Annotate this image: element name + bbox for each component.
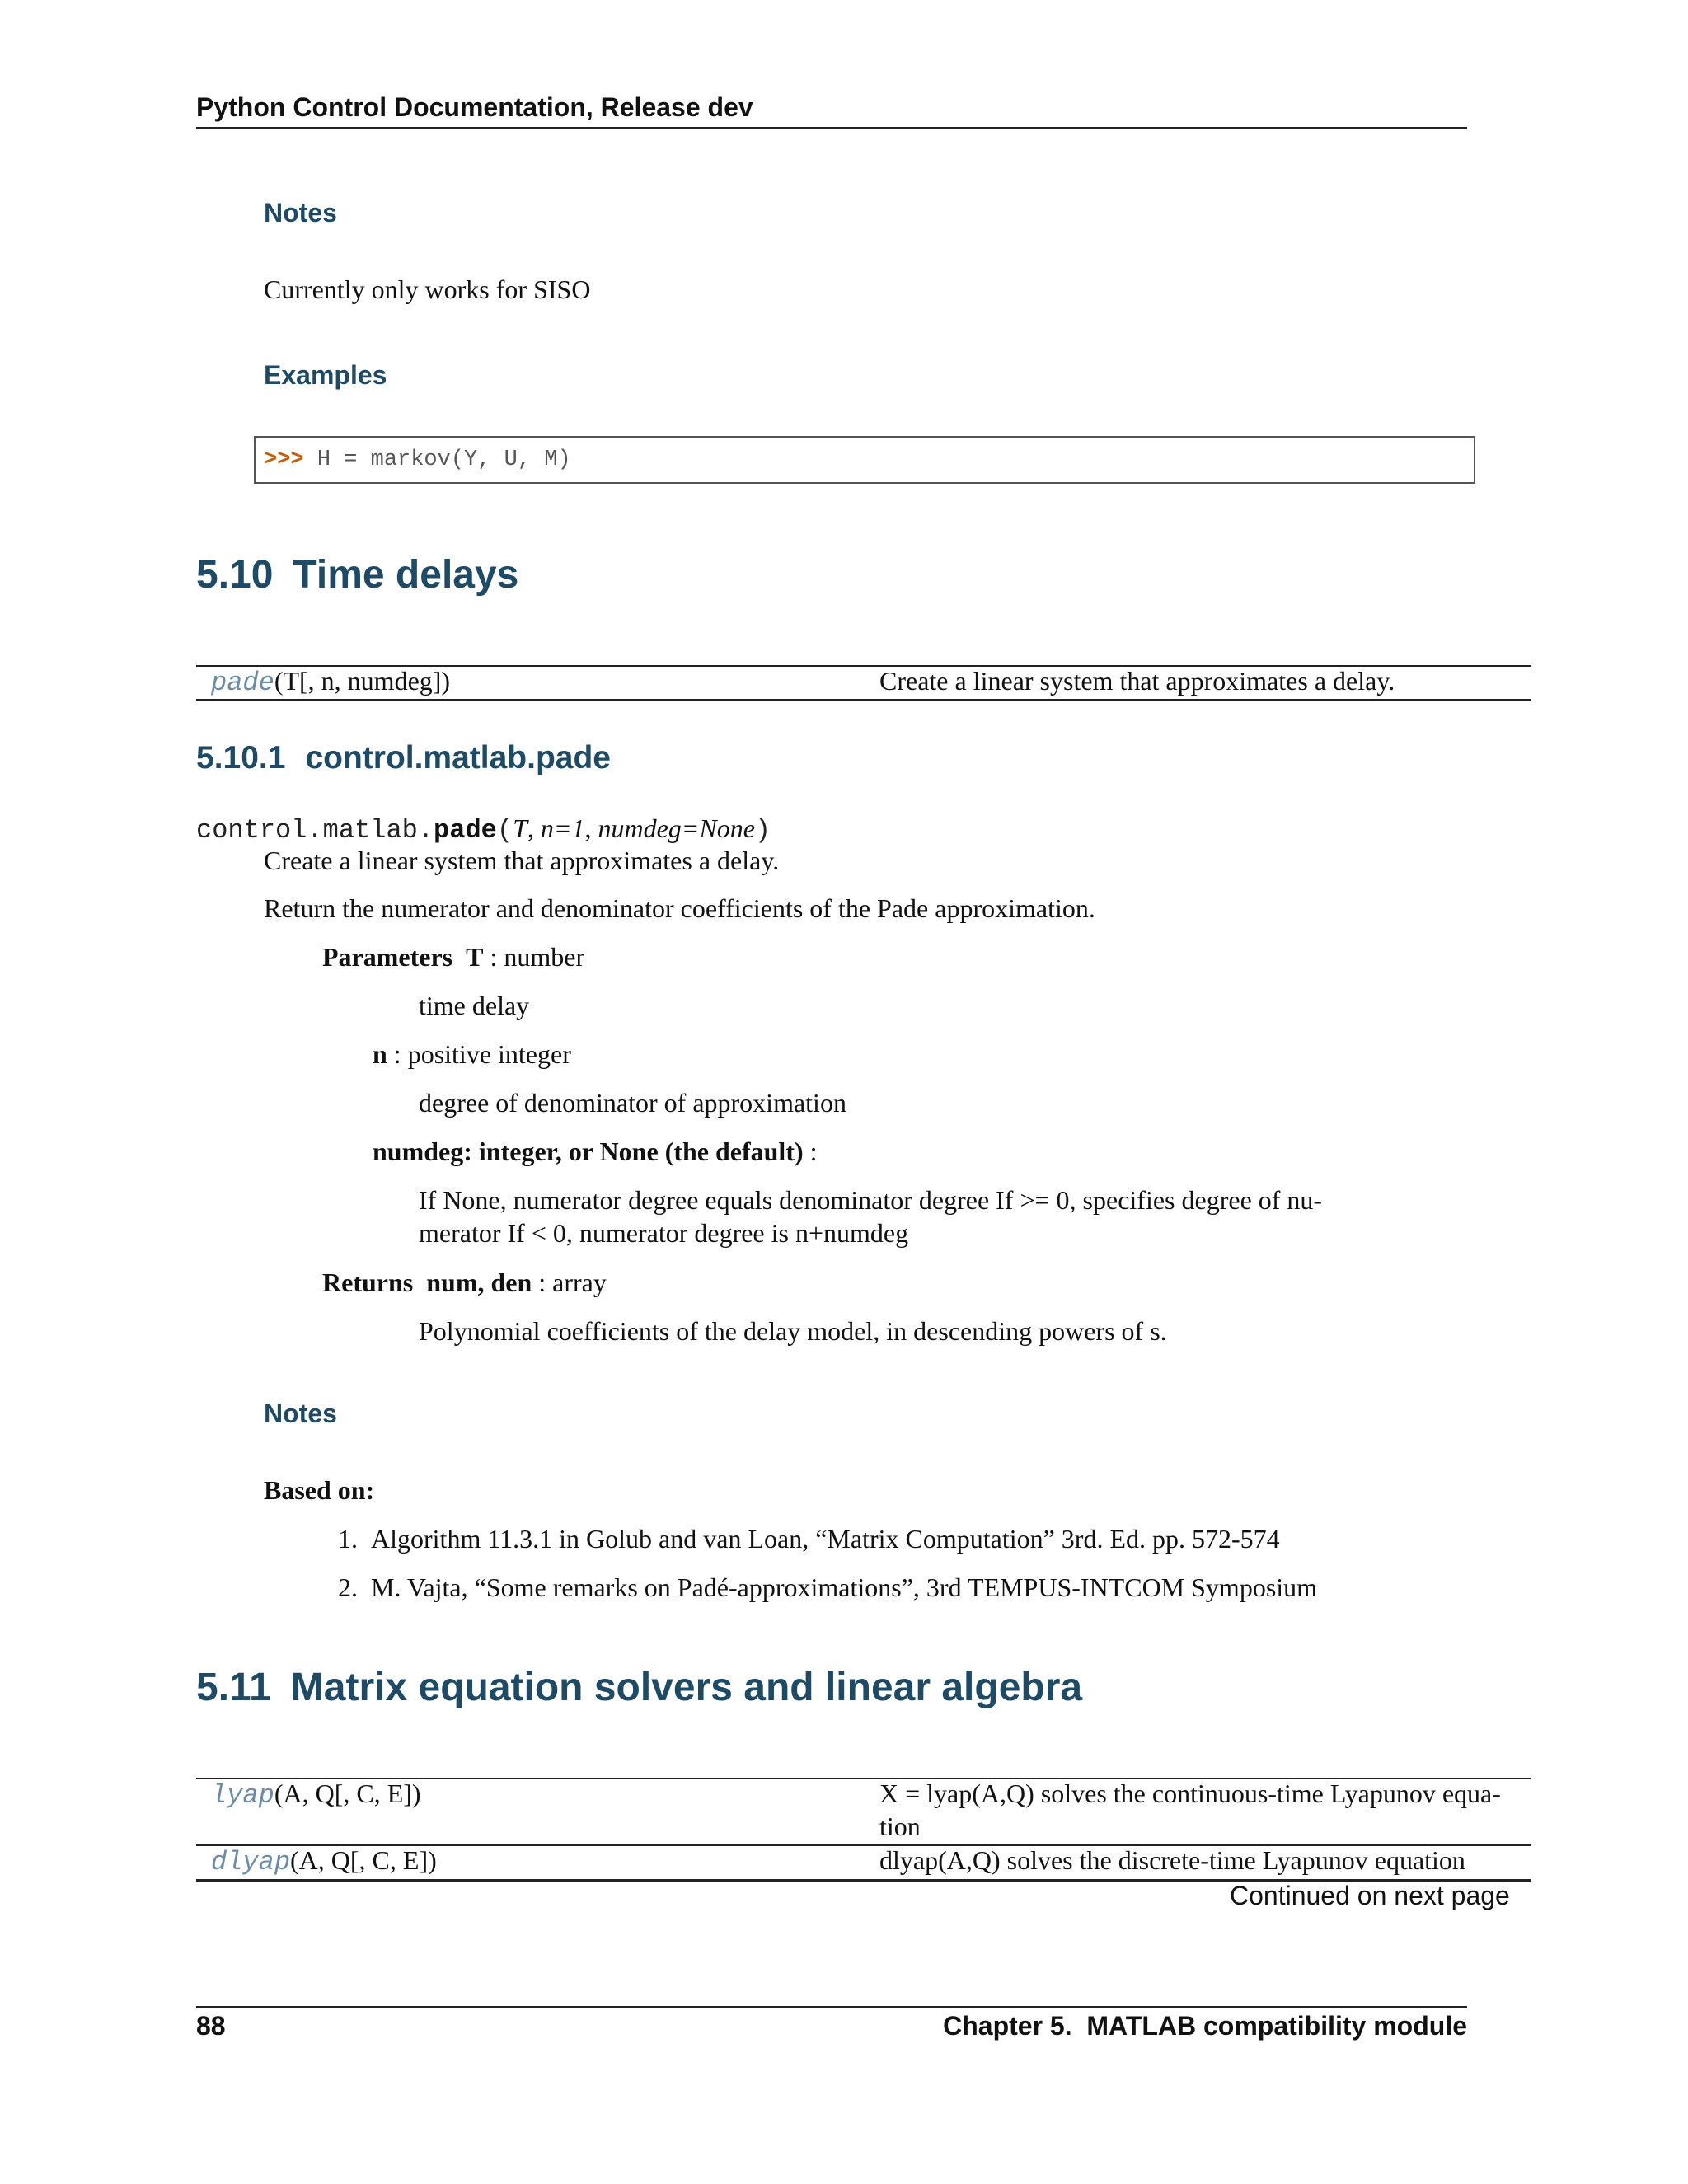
examples-heading: Examples <box>264 360 387 390</box>
pade-description: Return the numerator and denominator coefficients of the Pade approximation. <box>264 893 1095 923</box>
page-number: 88 <box>196 2011 226 2041</box>
param-numdeg-desc-1: If None, numerator degree equals denominator degree If >= 0, specifies degree of nu- <box>419 1185 1323 1215</box>
footer-rule <box>196 2006 1467 2008</box>
pade-signature: control.matlab.pade(T, n=1, numdeg=None) <box>196 813 771 846</box>
example-code-block <box>254 436 1475 484</box>
continued-note: Continued on next page <box>1230 1881 1510 1910</box>
param-T: Parameters T : number <box>322 942 585 972</box>
table-desc-pade: Create a linear system that approximates a delay. <box>879 666 1395 696</box>
param-T-desc: time delay <box>419 991 530 1020</box>
subsection-heading-pade: 5.10.1 control.matlab.pade <box>196 740 611 776</box>
table-desc-lyap-2: tion <box>879 1811 921 1841</box>
param-numdeg-desc-2: merator If < 0, numerator degree is n+numdeg <box>419 1218 909 1248</box>
returns-field: Returns num, den : array <box>322 1268 607 1297</box>
notes-text: Currently only works for SISO <box>264 274 591 304</box>
table-row-pade: pade(T[, n, numdeg]) <box>211 666 451 698</box>
param-n-desc: degree of denominator of approximation <box>419 1088 846 1118</box>
notes-heading: Notes <box>264 198 337 227</box>
reference-item: 1. Algorithm 11.3.1 in Golub and van Loan, “Matrix Computation” 3rd. Ed. pp. 572-574 <box>338 1524 1280 1554</box>
reference-item: 2. M. Vajta, “Some remarks on Padé-approximations”, 3rd TEMPUS-INTCOM Symposium <box>338 1572 1318 1602</box>
section-heading-matrix: 5.11 Matrix equation solvers and linear algebra <box>196 1666 1083 1709</box>
table-row-dlyap: dlyap(A, Q[, C, E]) <box>211 1845 437 1877</box>
pade-summary: Create a linear system that approximates a delay. <box>264 846 780 875</box>
running-header-title: Python Control Documentation, Release dev <box>196 92 753 122</box>
example-code-text: H = markov(Y, U, M) <box>316 448 571 472</box>
table-desc-dlyap: dlyap(A,Q) solves the discrete-time Lyapunov equation <box>879 1845 1465 1875</box>
based-on-label: Based on: <box>264 1475 375 1505</box>
returns-desc: Polynomial coefficients of the delay model, in descending powers of s. <box>419 1316 1167 1346</box>
pade-link[interactable]: pade <box>211 668 274 698</box>
table-desc-lyap-1: X = lyap(A,Q) solves the continuous-time Lyapunov equa- <box>879 1779 1501 1808</box>
lyap-link[interactable]: lyap <box>211 1780 274 1811</box>
dlyap-link[interactable]: dlyap <box>211 1847 291 1877</box>
table-bottom-rule <box>196 699 1531 701</box>
table-row-lyap: lyap(A, Q[, C, E]) <box>211 1779 421 1811</box>
pade-notes-heading: Notes <box>264 1399 337 1428</box>
section-heading-time-delays: 5.10 Time delays <box>196 553 519 597</box>
param-n: n : positive integer <box>373 1039 571 1069</box>
code-prompt: >>> <box>264 448 304 472</box>
header-rule <box>196 127 1467 129</box>
param-numdeg: numdeg: integer, or None (the default) : <box>373 1137 818 1166</box>
chapter-title: Chapter 5. MATLAB compatibility module <box>943 2011 1467 2041</box>
